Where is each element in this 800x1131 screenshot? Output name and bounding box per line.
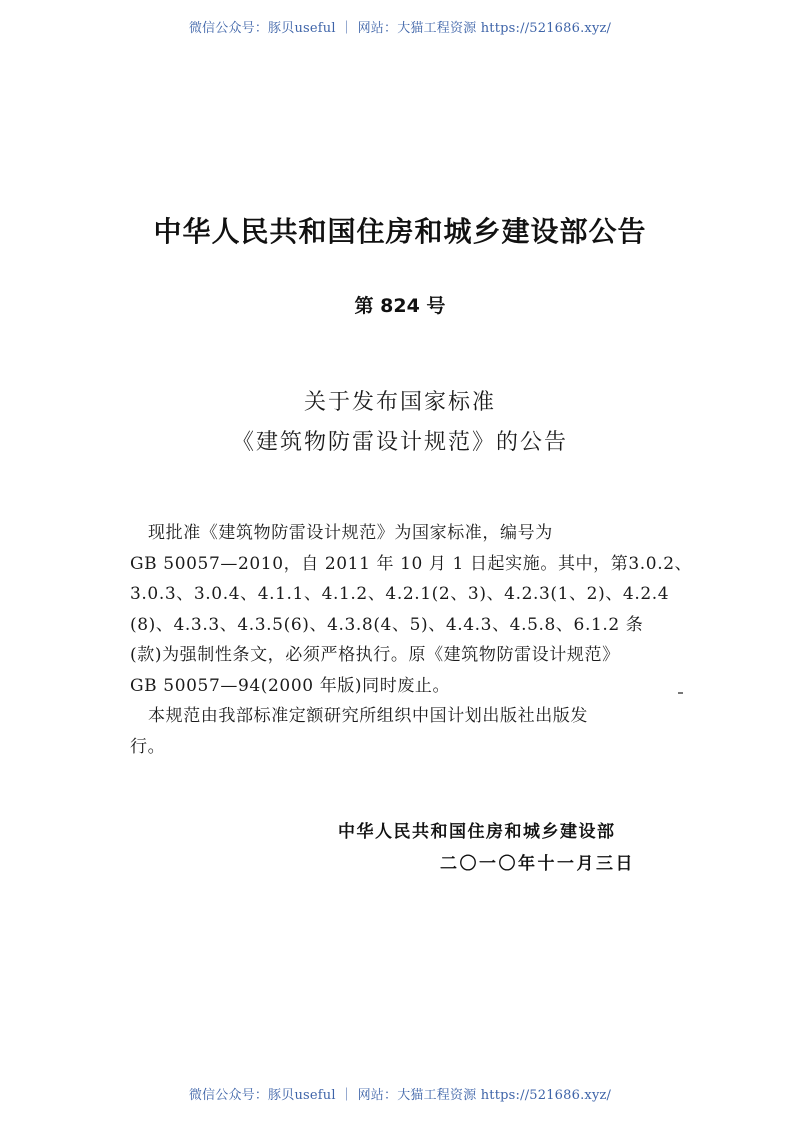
body-line: (8)、4.3.3、4.3.5(6)、4.3.8(4、5)、4.4.3、4.5.8、6.1.2 条 — [130, 614, 644, 635]
signature-organization: 中华人民共和国住房和城乡建设部 — [338, 822, 616, 842]
scan-speck — [678, 692, 683, 694]
announcement-body — [130, 518, 693, 762]
body-line: (款)为强制性条文，必须严格执行。原《建筑物防雷设计规范》 — [130, 645, 620, 665]
watermark-footer: 微信公众号：豚贝useful ｜ 网站：大猫工程资源 https://521686.xyz/ — [188, 1088, 612, 1103]
announcement-subject-line-2: 《建筑物防雷设计规范》的公告 — [231, 430, 568, 455]
body-line: 现批准《建筑物防雷设计规范》为国家标准，编号为 — [148, 523, 553, 543]
announcement-issuer-title: 中华人民共和国住房和城乡建设部公告 — [153, 215, 647, 248]
body-line: 本规范由我部标准定额研究所组织中国计划出版社出版发 — [148, 706, 588, 726]
body-line: GB 50057—94(2000 年版)同时废止。 — [130, 675, 451, 696]
body-line: GB 50057—2010，自 2011 年 10 月 1 日起实施。其中，第3.0.2、 — [130, 553, 693, 574]
watermark-header: 微信公众号：豚贝useful ｜ 网站：大猫工程资源 https://521686.xyz/ — [188, 21, 612, 36]
body-line: 行。 — [130, 736, 166, 757]
body-line: 3.0.3、3.0.4、4.1.1、4.1.2、4.2.1(2、3)、4.2.3(1、2)、4.2.4 — [130, 584, 670, 604]
announcement-number: 第 824 号 — [354, 295, 446, 317]
announcement-subject-line-1: 关于发布国家标准 — [303, 390, 496, 415]
signature-date: 二〇一〇年十一月三日 — [440, 854, 635, 874]
